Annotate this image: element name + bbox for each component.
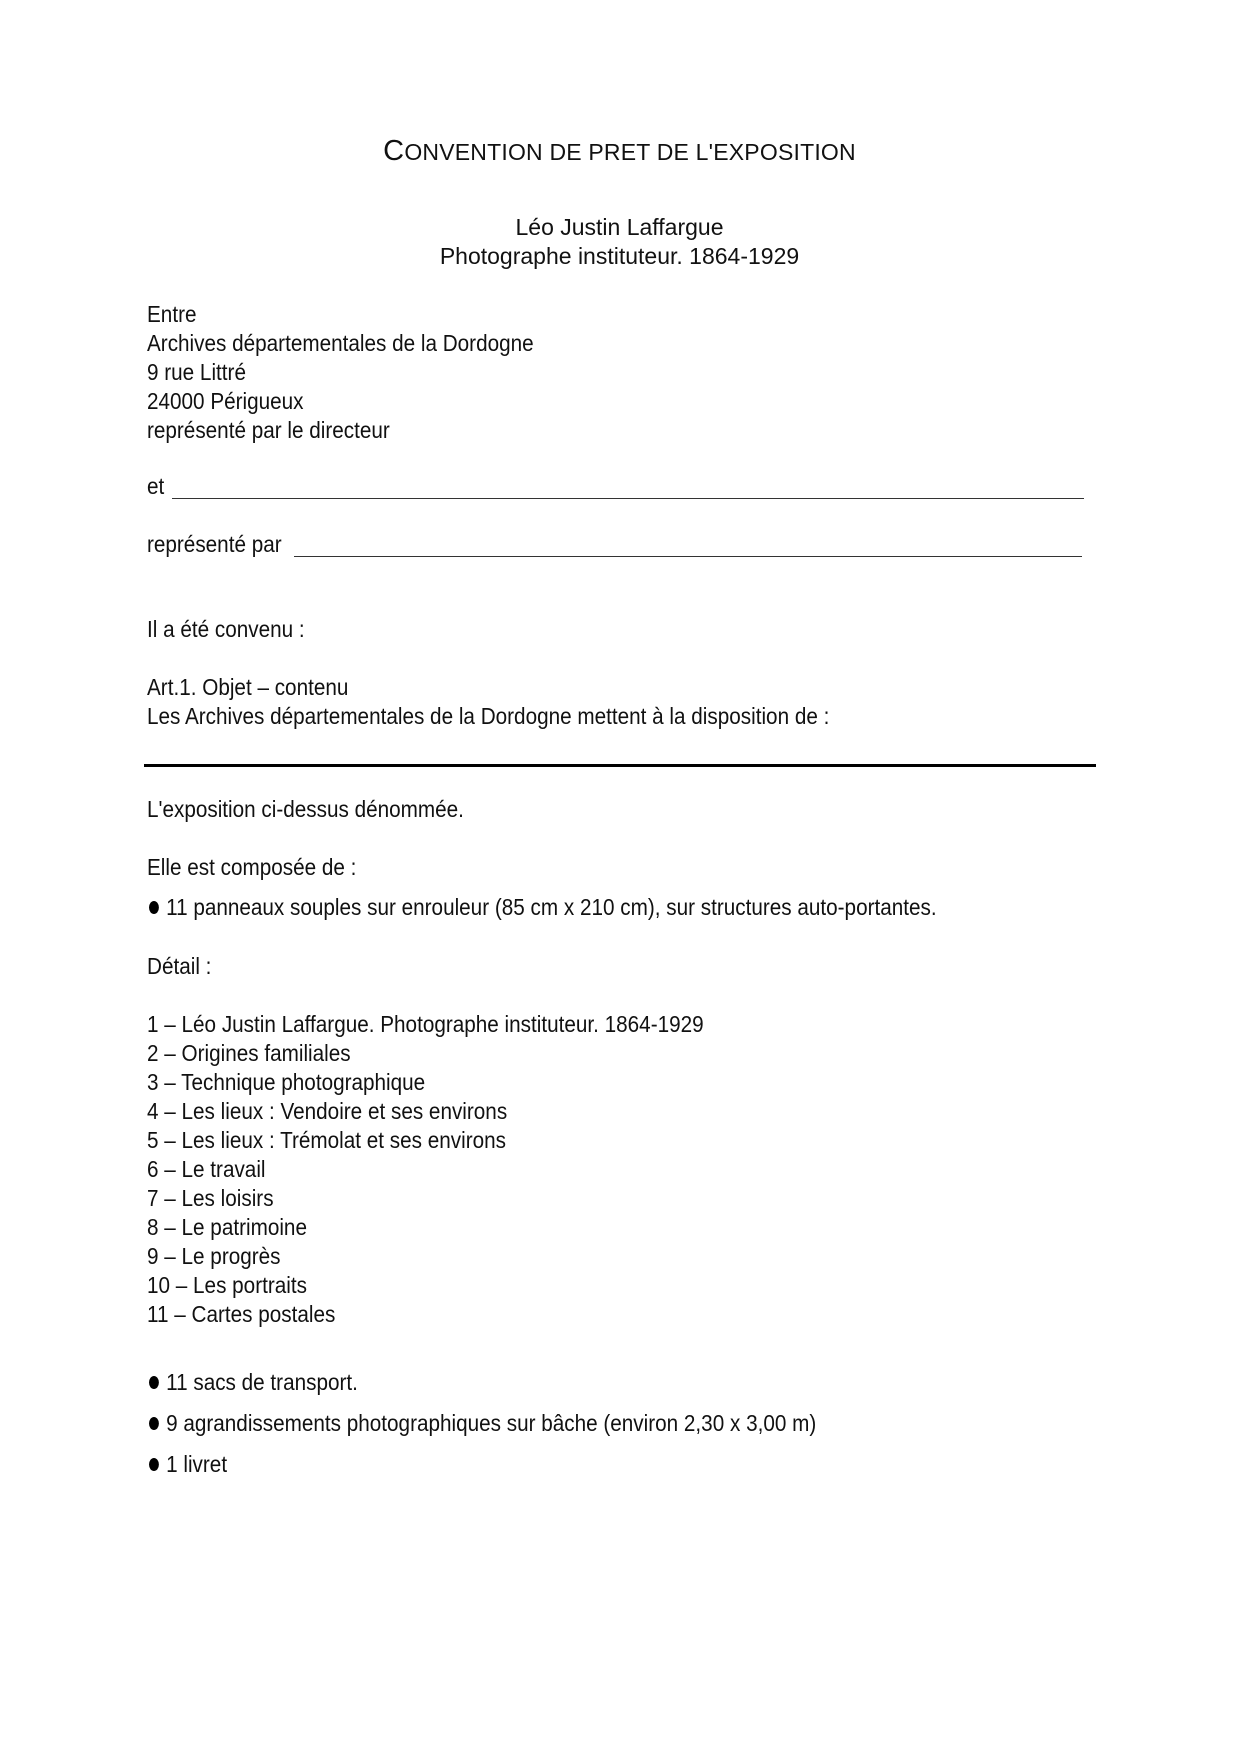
party1-name: Archives départementales de la Dordogne [147, 330, 534, 356]
party1-block [147, 300, 534, 445]
party2-representative-field[interactable] [294, 556, 1082, 557]
bullet-icon [149, 901, 159, 914]
bullet-text: 9 agrandissements photographiques sur bâche (environ 2,30 x 3,00 m) [166, 1410, 817, 1436]
bullet-icon [149, 1417, 159, 1430]
panel-list [147, 1010, 704, 1329]
panel-item: 8 – Le patrimoine [147, 1214, 307, 1240]
party1-represented: représenté par le directeur [147, 417, 390, 443]
bullet-item [149, 1450, 227, 1479]
panel-item: 4 – Les lieux : Vendoire et ses environs [147, 1098, 508, 1124]
panel-item: 9 – Le progrès [147, 1243, 281, 1269]
bullet-icon [149, 1376, 159, 1389]
article1-text: Les Archives départementales de la Dordogne mettent à la disposition de : [147, 703, 830, 729]
title-initial: C [383, 135, 405, 167]
panel-item: 3 – Technique photographique [147, 1069, 426, 1095]
bullet-text: 1 livret [166, 1451, 228, 1477]
exhibition-line: L'exposition ci-dessus dénommée. [147, 796, 464, 822]
party1-city: 24000 Périgueux [147, 388, 304, 414]
between-label: Entre [147, 301, 197, 327]
panel-item: 10 – Les portraits [147, 1272, 307, 1298]
article1-heading: Art.1. Objet – contenu [147, 674, 349, 700]
panel-item: 5 – Les lieux : Trémolat et ses environs [147, 1127, 506, 1153]
bullet-item [149, 1368, 358, 1397]
detail-label: Détail : [147, 953, 212, 979]
panel-item: 11 – Cartes postales [147, 1301, 336, 1327]
bullet-text: 11 panneaux souples sur enrouleur (85 cm x 210 cm), sur structures auto-portantes. [166, 894, 937, 920]
and-label: et [147, 473, 165, 499]
party2-name-field[interactable] [172, 498, 1084, 499]
party1-street: 9 rue Littré [147, 359, 246, 385]
represented-by-label: représenté par [147, 531, 282, 557]
subtitle-role: Photographe instituteur. 1864-1929 [439, 243, 800, 269]
panel-item: 6 – Le travail [147, 1156, 266, 1182]
composed-label: Elle est composée de : [147, 854, 357, 880]
title-rest: ONVENTION DE PRET DE L'EXPOSITION [404, 139, 856, 165]
panel-item: 2 – Origines familiales [147, 1040, 351, 1066]
subtitle-name: Léo Justin Laffargue [515, 214, 724, 240]
bullet-item [149, 1409, 816, 1438]
panel-item: 1 – Léo Justin Laffargue. Photographe instituteur. 1864-1929 [147, 1011, 704, 1037]
bullet-icon [149, 1458, 159, 1471]
bullet-item [149, 893, 937, 922]
agreement-intro: Il a été convenu : [147, 616, 305, 642]
article1-block [147, 673, 829, 731]
panel-item: 7 – Les loisirs [147, 1185, 274, 1211]
bullet-text: 11 sacs de transport. [166, 1369, 358, 1395]
borrower-line[interactable] [144, 764, 1096, 767]
document-title [0, 135, 1239, 168]
